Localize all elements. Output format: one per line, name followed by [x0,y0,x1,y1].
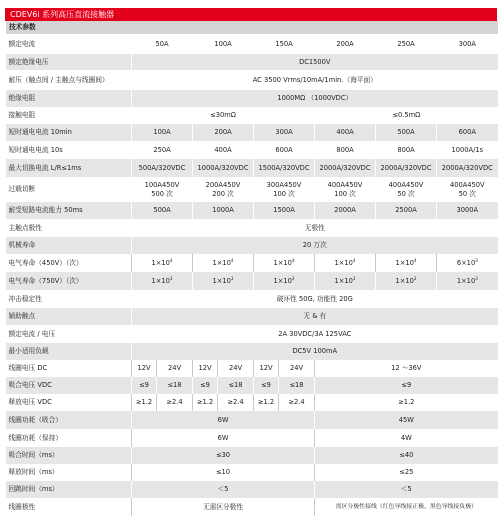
table-cell: ≤9 [132,377,157,394]
cell-exponent: 4 [230,257,234,263]
table-cell: 600A [254,141,315,159]
table-cell: DC1500V [132,54,498,70]
table-row [6,272,498,290]
table-cell [254,272,315,290]
table-cell: ≤9 [254,377,279,394]
table-cell: ≥1.2 [193,394,218,411]
table-cell: 1000A [193,202,254,219]
cell-base: 1×10 [212,258,231,267]
table-row [6,377,498,394]
table-cell: 50A [132,34,193,54]
table-cell: ＜5 [132,481,315,498]
table-cell: ≤40 [315,447,498,464]
table-cell: 800A [315,141,376,159]
table-row [6,360,498,377]
table-row [6,34,498,54]
table-cell: ≤18 [157,377,193,394]
table-cell [254,177,315,202]
table-cell: ≤9 [193,377,218,394]
table-cell: 2000A [315,202,376,219]
table-row [6,254,498,272]
table-cell: 500A [132,202,193,219]
table-cell: 200A [315,34,376,54]
table-cell: 1000MΩ （1000VDC） [132,90,498,107]
table-cell [376,177,437,202]
table-row [6,325,498,343]
cell-exponent: 3 [475,275,478,281]
row-label: 线圈极性 [6,498,132,516]
table-cell: 24V [279,360,315,377]
table-row [6,447,498,464]
table-cell: 无 & 有 [132,308,498,325]
cell-line: 300A450V [266,180,302,189]
table-cell [315,272,376,290]
spec-table [5,21,498,516]
row-label: 线圈电压 DC [6,360,132,377]
cell-line: 100 次 [273,189,295,198]
table-cell [132,272,193,290]
cell-base: 1×10 [334,258,353,267]
section-header [6,21,498,34]
table-row [6,464,498,481]
table-cell: ≥1.2 [315,394,498,411]
table-cell [254,254,315,272]
table-row [6,124,498,141]
table-cell: 2000A/320VDC [376,159,437,177]
table-cell [132,254,193,272]
cell-base: 6×10 [456,258,476,267]
table-row [6,411,498,429]
row-label: 电气寿命（750V）（次） [6,272,132,290]
cell-line: 50 次 [397,189,415,198]
table-cell: ≤18 [218,377,254,394]
cell-line: 400A450V [388,180,424,189]
table-cell: AC 3500 Vrms/10mA/1min.（海平面） [132,70,498,90]
table-cell: 400A [315,124,376,141]
table-cell: ＜5 [315,481,498,498]
table-cell: ≤9 [315,377,498,394]
row-label: 额定电流 [6,34,132,54]
row-label: 机械寿命 [6,237,132,254]
table-cell [437,272,498,290]
table-row [6,219,498,237]
table-cell: ≥2.4 [157,394,193,411]
table-cell: ≥1.2 [132,394,157,411]
table-cell: ≤18 [279,377,315,394]
cell-line: 50 次 [458,189,476,198]
table-cell: 24V [218,360,254,377]
table-cell: 2000A/320VDC [437,159,498,177]
table-row [6,429,498,447]
row-label: 最小适用负载 [6,343,132,360]
table-row [6,177,498,202]
table-cell: 400A [193,141,254,159]
table-cell: 1000A/320VDC [193,159,254,177]
table-cell: ≥2.4 [279,394,315,411]
row-label: 耐受短路电流能力 50ms [6,202,132,219]
row-label: 线圈功耗（吸合） [6,411,132,429]
section-title: 技术参数 [6,21,498,34]
row-label: 线圈功耗（保持） [6,429,132,447]
table-cell: ≤0.5mΩ [315,107,498,124]
cell-exponent: 4 [169,257,173,263]
row-label: 电气寿命（450V）（次） [6,254,132,272]
cell-line: 200 次 [212,189,234,198]
table-row [6,202,498,219]
table-cell [376,254,437,272]
table-row [6,70,498,90]
cell-exponent: 4 [413,257,417,263]
row-label: 耐压（触点间 / 主触点与线圈间） [6,70,132,90]
cell-line: 200A450V [205,180,241,189]
cell-line: 100A450V [144,180,180,189]
table-cell [376,272,437,290]
document-title: CDEV6i 系列高压直流接触器 [5,8,497,21]
table-cell: 800A [376,141,437,159]
table-cell: 2A 30VDC/3A 125VAC [132,325,498,343]
table-cell: 24V [157,360,193,377]
table-cell [193,272,254,290]
table-cell: 6W [132,429,315,447]
table-cell: ≤25 [315,464,498,481]
table-cell: 无极性 [132,219,498,237]
table-cell: 100A [193,34,254,54]
table-cell: ≥2.4 [218,394,254,411]
table-row [6,498,498,516]
table-row [6,90,498,107]
row-label: 绝缘电阻 [6,90,132,107]
cell-line: 400A450V [449,180,485,189]
row-label: 主触点极性 [6,219,132,237]
cell-exponent: 3 [291,275,295,281]
table-cell: DC5V 100mA [132,343,498,360]
cell-line: 500 次 [151,189,173,198]
table-cell: 1500A/320VDC [254,159,315,177]
table-row [6,343,498,360]
table-row [6,237,498,254]
cell-base: 1×10 [273,276,292,285]
cell-base: 1×10 [395,276,414,285]
cell-line: 400A450V [327,180,363,189]
table-cell [315,177,376,202]
table-cell: 600A [437,124,498,141]
table-cell: 45W [315,411,498,429]
table-cell: 12V [193,360,218,377]
table-cell: 12V [254,360,279,377]
table-row [6,481,498,498]
row-label: 回跳时间（ms） [6,481,132,498]
cell-base: 1×10 [395,258,414,267]
cell-base: 1×10 [334,276,353,285]
table-cell: 无需区分极性 [132,498,315,516]
cell-exponent: 3 [475,257,478,263]
cell-exponent: 3 [352,275,356,281]
cell-base: 1×10 [151,258,170,267]
table-cell [437,177,498,202]
cell-base: 1×10 [456,276,476,285]
table-cell [437,254,498,272]
table-cell [315,254,376,272]
table-cell: 2500A [376,202,437,219]
table-cell: 12V [132,360,157,377]
table-cell: 200A [193,124,254,141]
row-label: 额定电流 / 电压 [6,325,132,343]
cell-base: 1×10 [212,276,231,285]
row-label: 短时通电电流 10min [6,124,132,141]
table-cell: 需区分极性接线（红色导线接正极，黑色导线接负极） [315,498,498,516]
table-cell: 300A [254,124,315,141]
row-label: 辅助触点 [6,308,132,325]
table-cell: 4W [315,429,498,447]
table-row [6,159,498,177]
table-cell [193,177,254,202]
cell-exponent: 4 [352,257,356,263]
row-label: 额定绝缘电压 [6,54,132,70]
table-cell: 破坏性 50G, 功能性 20G [132,290,498,308]
row-label: 冲击稳定性 [6,290,132,308]
table-cell: 12 ～36V [315,360,498,377]
table-cell: 300A [437,34,498,54]
table-cell: 250A [132,141,193,159]
row-label: 过载切断 [6,177,132,202]
row-label: 短时通电电流 10s [6,141,132,159]
table-cell: 2000A/320VDC [315,159,376,177]
row-label: 吸合电压 VDC [6,377,132,394]
row-label: 接触电阻 [6,107,132,124]
cell-base: 1×10 [273,258,292,267]
table-cell: ≤30mΩ [132,107,315,124]
table-row [6,394,498,411]
row-label: 释放电压 VDC [6,394,132,411]
cell-exponent: 4 [291,257,295,263]
table-cell: ≥1.2 [254,394,279,411]
table-row [6,54,498,70]
row-label: 释放时间（ms） [6,464,132,481]
row-label: 最大切换电流 L/R≤1ms [6,159,132,177]
table-cell: ≤10 [132,464,315,481]
table-cell: 6W [132,411,315,429]
table-row [6,308,498,325]
table-cell: 20 万次 [132,237,498,254]
table-cell: ≤30 [132,447,315,464]
table-cell: 500A [376,124,437,141]
row-label: 吸合时间（ms） [6,447,132,464]
table-cell: 3000A [437,202,498,219]
table-cell: 100A [132,124,193,141]
table-cell [193,254,254,272]
cell-exponent: 3 [413,275,417,281]
table-cell: 500A/320VDC [132,159,193,177]
table-row [6,290,498,308]
table-cell: 250A [376,34,437,54]
cell-exponent: 3 [169,275,173,281]
table-cell [132,177,193,202]
table-cell: 150A [254,34,315,54]
cell-base: 1×10 [151,276,170,285]
table-cell: 1000A/1s [437,141,498,159]
cell-line: 100 次 [334,189,356,198]
cell-exponent: 3 [230,275,234,281]
table-cell: 1500A [254,202,315,219]
table-row [6,107,498,124]
table-row [6,141,498,159]
